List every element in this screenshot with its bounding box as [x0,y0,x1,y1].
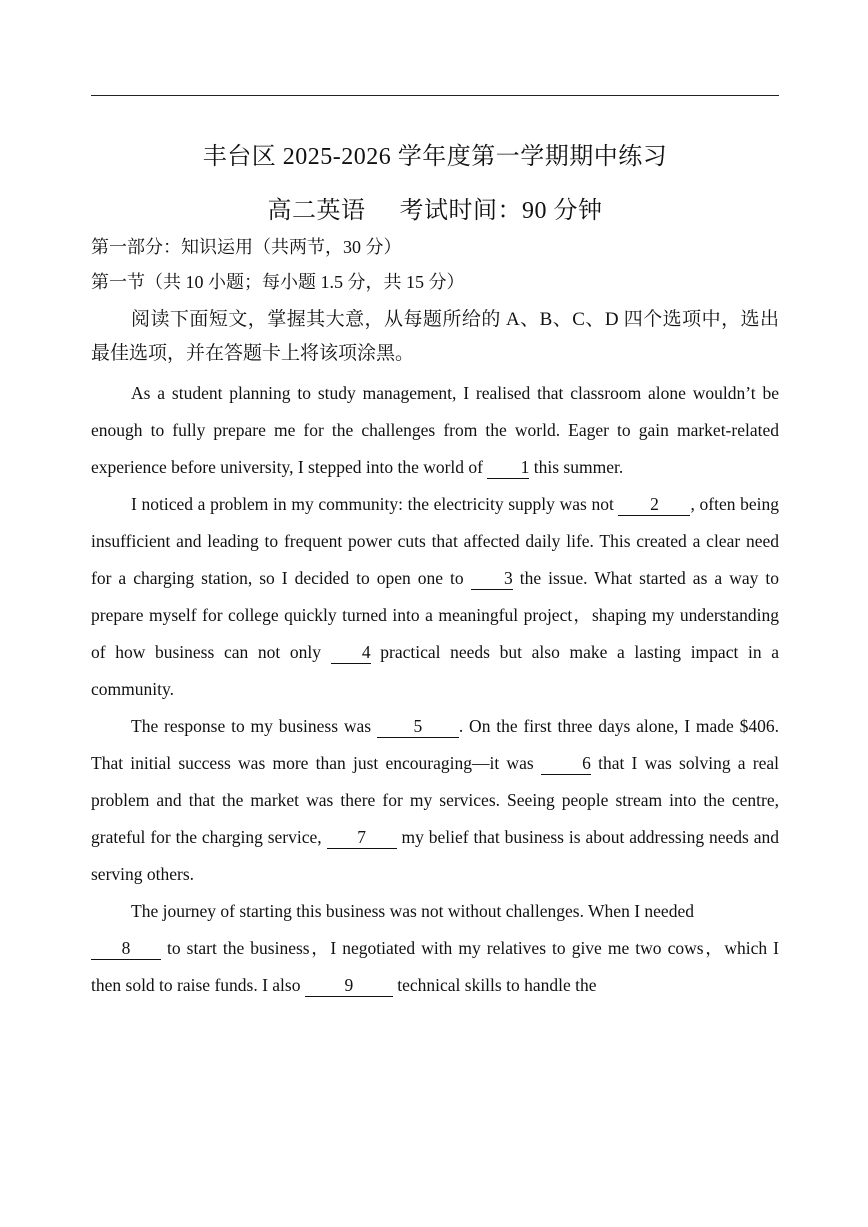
paragraph-text: The journey of starting this business was not without challenges. When I needed [131,901,694,921]
exam-time: 考试时间：90 分钟 [399,198,603,224]
paragraph-text: the issue. What started as a way to prepare myself for college quickly turned into a meaningful project，shaping my understanding of how business can not only [91,568,779,662]
paragraph-3 [91,708,779,893]
exam-title: 丰台区 2025-2026 学年度第一学期期中练习 [202,144,668,170]
blank-3: 3 [471,567,513,590]
blank-9: 9 [305,974,393,997]
section-heading: 第一节（共 10 小题；每小题 1.5 分，共 15 分） [91,272,465,292]
exam-subtitle [91,190,779,225]
paragraph-text: that I was solving a real problem and that the market was there for my services. Seeing people stream into the centre, grateful for the charging service, [91,753,779,847]
cloze-passage [91,375,779,1004]
paragraph-text: The response to my business was [131,716,377,736]
header-rule [91,95,779,96]
paragraph-text: technical skills to handle the [392,975,597,995]
blank-4: 4 [331,641,371,664]
instructions: 阅读下面短文，掌握其大意，从每题所给的 A、B、C、D 四个选项中，选出最佳选项，并在答题卡上将该项涂黑。 [91,309,779,364]
paragraph-2 [91,486,779,708]
paragraph-1 [91,375,779,486]
paragraph-text: my belief that business is about addressing needs and serving others. [91,827,779,884]
blank-8: 8 [91,937,161,960]
subject-label: 高二英语 [267,198,366,224]
blank-6: 6 [541,752,591,775]
paragraph-text: , often being insufficient and leading to frequent power cuts that affected daily life. This created a clear need for a charging station, so I decided to open one to [91,494,779,588]
part-heading: 第一部分：知识运用（共两节，30 分） [91,237,402,257]
blank-7: 7 [327,826,397,849]
blank-5: 5 [377,715,459,738]
paragraph-text: to start the business，I negotiated with my relatives to give me two cows，which I then sold to raise funds. I also [91,938,779,995]
paragraph-text: this summer. [529,457,624,477]
blank-1: 1 [487,456,529,479]
blank-2: 2 [618,493,690,516]
paragraph-text: As a student planning to study management, I realised that classroom alone wouldn’t be enough to fully prepare me for the challenges from the world. Eager to gain market-related experience before university, I stepped into the world of [91,383,779,477]
paragraph-text: I noticed a problem in my community: the electricity supply was not [131,494,619,514]
paragraph-4 [91,893,779,930]
paragraph-text: . On the first three days alone, I made $406. That initial success was more than just encouraging—it was [91,716,779,773]
paragraph-text: practical needs but also make a lasting impact in a community. [91,642,779,699]
paragraph-5 [91,930,779,1004]
